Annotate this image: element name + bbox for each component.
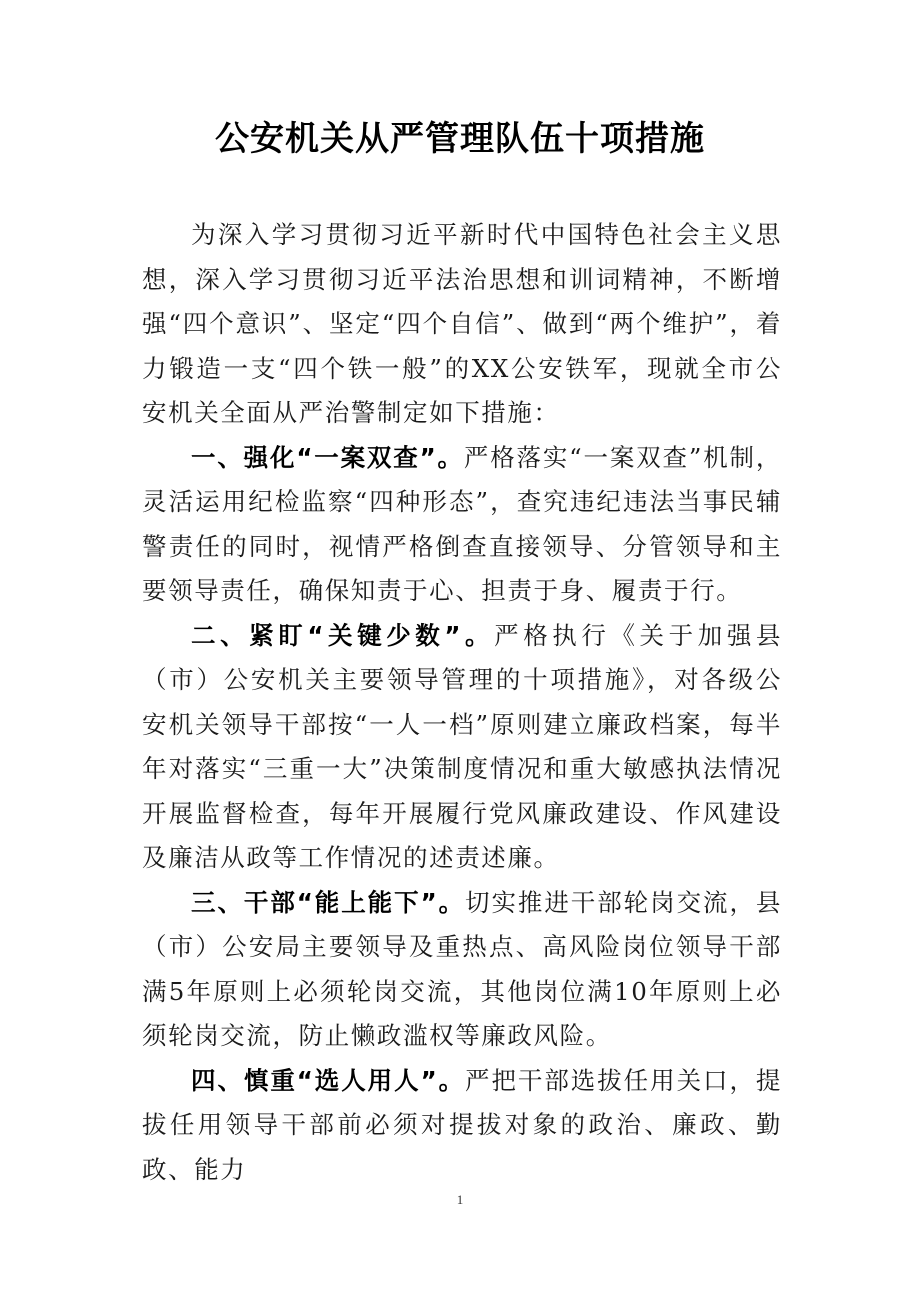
- measure-heading-2: 二、紧盯“关键少数”。: [191, 620, 495, 650]
- measure-text-4: 严把干部选拔任用关口，提拔任用领导干部前必须对提拔对象的政治、廉政、勤政、能力: [142, 1065, 782, 1184]
- measure-paragraph-2: [142, 614, 782, 881]
- measure-text-1: 严格落实“一案双查”机制，灵活运用纪检监察“四种形态”，查究违纪违法当事民辅警责任的同时，视情严格倒查直接领导、分管领导和主要领导责任，确保知责于心、担责于身、履责于行。: [142, 442, 782, 605]
- measure-heading-4: 四、慎重“选人用人”。: [191, 1065, 466, 1095]
- measure-heading-3: 三、干部“能上能下”。: [191, 887, 466, 917]
- measure-heading-1: 一、强化“一案双查”。: [191, 442, 464, 472]
- page-number: 1: [456, 1192, 464, 1207]
- document-title: 公安机关从严管理队伍十项措施: [215, 119, 705, 159]
- measure-text-2: 严格执行《关于加强县（市）公安机关主要领导管理的十项措施》，对各级公安机关领导干部按“一人一档”原则建立廉政档案，每半年对落实“三重一大”决策制度情况和重大敏感执法情况开展监督检查，每年开展履行党风廉政建设、作风建设及廉洁从政等工作情况的述责述廉。: [142, 620, 782, 872]
- measure-paragraph-4: [142, 1059, 782, 1193]
- measure-paragraph-1: [142, 436, 782, 614]
- intro-paragraph: 为深入学习贯彻习近平新时代中国特色社会主义思想，深入学习贯彻习近平法治思想和训词精神，不断增强“四个意识”、坚定“四个自信”、做到“两个维护”，着力锻造一支“四个铁一般”的XX公安铁军，现就全市公安机关全面从严治警制定如下措施：: [142, 220, 782, 427]
- measure-paragraph-3: [142, 881, 782, 1059]
- measure-text-3: 切实推进干部轮岗交流，县（市）公安局主要领导及重热点、高风险岗位领导干部满5年原则上必须轮岗交流，其他岗位满10年原则上必须轮岗交流，防止懒政滥权等廉政风险。: [142, 887, 782, 1050]
- document-body: [142, 213, 782, 1192]
